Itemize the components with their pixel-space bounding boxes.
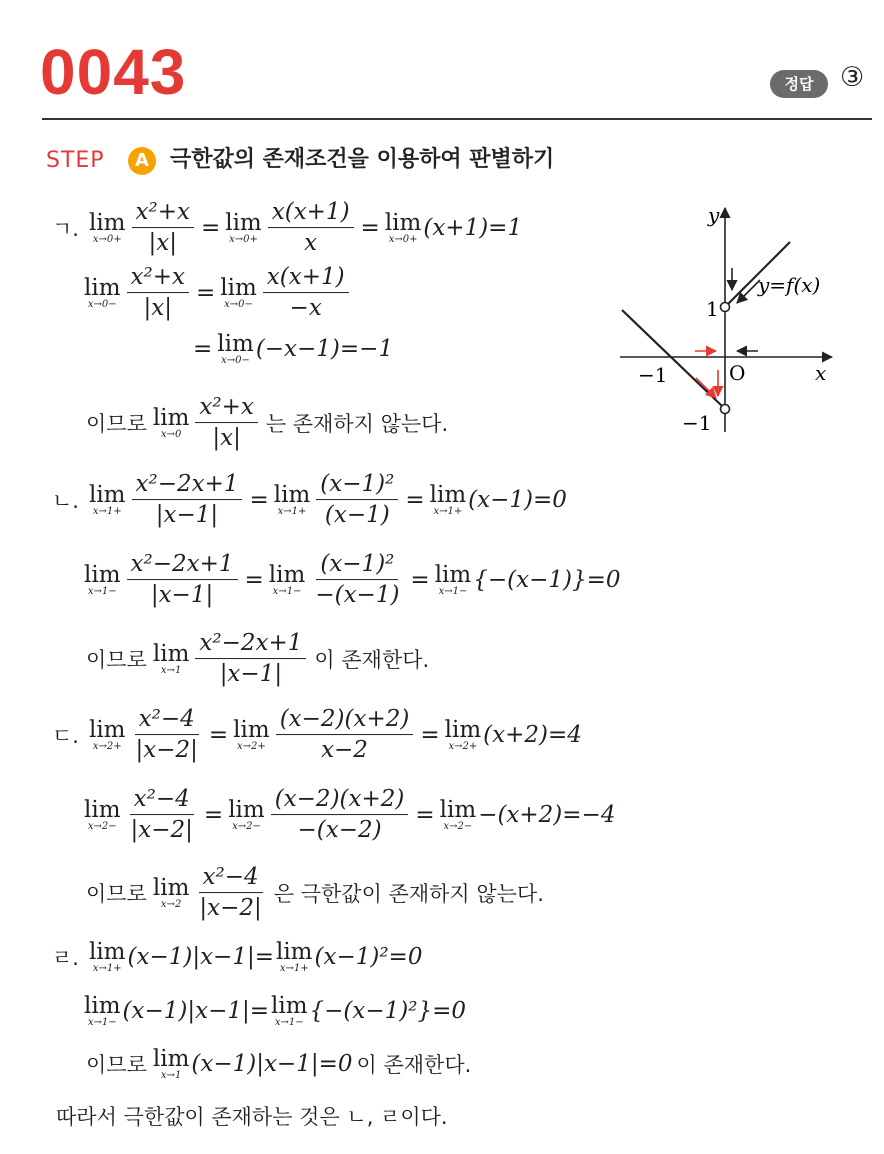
numerator: x²+x [195, 394, 257, 423]
numerator: (x−2)(x+2) [276, 706, 414, 735]
open-point-neg1 [721, 405, 730, 414]
lim-word: lim [220, 274, 257, 301]
numerator: x²−4 [199, 864, 263, 893]
lim-word: lim [228, 796, 265, 823]
lim-subscript: x→2− [443, 821, 473, 833]
limit-operator [220, 276, 257, 310]
solution-line-d3 [82, 864, 548, 922]
lim-subscript: x→0+ [92, 234, 122, 246]
fraction [268, 199, 354, 257]
header-divider [42, 118, 872, 120]
numerator: (x−2)(x+2) [271, 786, 409, 815]
expression: (x−1)=0 [468, 487, 567, 513]
step-label: STEP [46, 148, 105, 173]
solution-line-g1 [52, 199, 522, 257]
denominator: |x| [148, 230, 177, 257]
lim-word: lim [429, 481, 467, 508]
lim-subscript: x→1+ [92, 963, 122, 975]
numerator: (x−1)² [316, 471, 398, 500]
lim-word: lim [434, 561, 472, 588]
solution-line-d2 [82, 786, 615, 844]
fraction [195, 630, 306, 688]
numerator: x²−2x+1 [195, 630, 306, 659]
x-axis-label: x [815, 361, 827, 385]
item-marker: ㄴ. [52, 489, 79, 513]
fraction [276, 706, 414, 764]
fraction [127, 786, 197, 844]
lim-word: lim [84, 561, 121, 588]
expression: (x−1)|x−1|= [127, 943, 274, 970]
numerator: x²−2x+1 [132, 471, 243, 500]
answer-value: ③ [840, 62, 865, 93]
lim-word: lim [444, 716, 482, 743]
solution-line-c1 [52, 1101, 452, 1131]
lim-subscript: x→1+ [92, 506, 122, 518]
lim-subscript: x→2+ [92, 741, 122, 753]
lim-subscript: x→2− [87, 821, 117, 833]
korean-text: 은 극한값이 존재하지 않는다. [273, 882, 544, 906]
lim-subscript: x→1− [438, 586, 468, 598]
function-label: y=f(x) [758, 273, 821, 297]
tick-1: 1 [706, 297, 719, 321]
origin-label: O [729, 361, 746, 385]
lim-word: lim [275, 938, 313, 965]
expression: {−(x−1)²}=0 [309, 997, 467, 1024]
limit-operator [217, 332, 254, 366]
korean-text: 이므로 [86, 648, 147, 672]
lim-word: lim [152, 404, 190, 431]
denominator: −x [289, 295, 322, 322]
lim-subscript: x→0− [221, 355, 250, 367]
lim-word: lim [88, 938, 126, 965]
lim-word: lim [84, 796, 121, 823]
numerator: x²−2x+1 [127, 551, 238, 580]
fraction [271, 786, 409, 844]
numerator: x²−4 [130, 786, 194, 815]
lim-word: lim [84, 274, 121, 301]
korean-text: 이 존재한다. [314, 648, 430, 672]
lim-subscript: x→1− [87, 1017, 117, 1029]
expression: (x−1)|x−1|=0 [191, 1050, 353, 1077]
lim-word: lim [273, 481, 311, 508]
fraction [132, 706, 202, 764]
lim-word: lim [271, 992, 308, 1019]
denominator: x−2 [321, 737, 368, 764]
lim-word: lim [384, 209, 422, 236]
korean-text: 이므로 [86, 412, 147, 436]
tick-neg1-x: −1 [638, 363, 668, 387]
fraction [132, 471, 243, 529]
lim-word: lim [268, 561, 306, 588]
function-graph [610, 200, 850, 440]
left-branch [622, 310, 722, 406]
korean-text: 이므로 [86, 1052, 147, 1077]
denominator: |x−1| [219, 661, 283, 688]
operator: = [415, 802, 435, 828]
lim-subscript: x→1− [274, 1017, 304, 1029]
limit-operator [225, 211, 262, 245]
limit-operator [84, 798, 121, 832]
expression: (−x−1)=−1 [255, 335, 394, 362]
operator: = [195, 280, 216, 306]
limit-operator [228, 798, 265, 832]
solution-line-g4 [82, 394, 452, 452]
denominator: |x−2| [130, 817, 193, 844]
korean-text: 이므로 [86, 882, 147, 906]
numerator: x²+x [132, 199, 194, 228]
numerator: x(x+1) [268, 199, 354, 228]
limit-operator [89, 718, 126, 752]
lim-subscript: x→0− [224, 299, 253, 311]
limit-operator [271, 994, 308, 1028]
limit-operator [89, 940, 126, 974]
korean-text: 는 존재하지 않는다. [265, 412, 449, 436]
lim-subscript: x→1+ [433, 506, 463, 518]
operator: = [200, 215, 221, 241]
denominator: |x| [212, 425, 241, 452]
lim-subscript: x→2+ [448, 741, 478, 753]
lim-word: lim [88, 481, 126, 508]
solution-line-n3 [82, 630, 433, 688]
expression: {−(x−1)}=0 [473, 567, 621, 593]
limit-operator [153, 642, 190, 676]
expression: (x+2)=4 [483, 722, 582, 748]
limit-operator [89, 211, 126, 245]
operator: = [208, 722, 229, 748]
solution-line-g3 [190, 332, 393, 366]
solution-line-n2 [82, 551, 621, 609]
lim-subscript: x→1+ [279, 963, 309, 975]
denominator: |x−1| [150, 582, 214, 609]
lim-subscript: x→0+ [388, 234, 418, 246]
lim-subscript: x→2− [232, 821, 261, 833]
limit-operator [233, 718, 270, 752]
solution-line-g2 [82, 264, 353, 322]
lim-subscript: x→1− [272, 586, 302, 598]
limit-operator [84, 276, 121, 310]
operator: = [420, 722, 440, 748]
lim-subscript: x→2 [160, 899, 182, 911]
denominator: |x−2| [135, 737, 198, 764]
answer-badge: 정답 [770, 70, 828, 98]
lim-word: lim [152, 874, 190, 901]
limit-operator [445, 718, 482, 752]
numerator: x(x+1) [263, 264, 349, 293]
limit-operator [440, 798, 477, 832]
solution-line-r1 [52, 940, 422, 974]
operator: = [193, 335, 213, 362]
lim-word: lim [84, 992, 121, 1019]
fraction [132, 199, 194, 257]
operator: = [360, 215, 380, 241]
limit-operator [89, 483, 126, 517]
limit-operator [430, 483, 467, 517]
lim-word: lim [88, 209, 126, 236]
denominator: x [304, 230, 318, 257]
limit-operator [274, 483, 311, 517]
operator: = [244, 567, 264, 593]
limit-operator [153, 876, 190, 910]
limit-operator [276, 940, 313, 974]
korean-text: 이 존재한다. [356, 1052, 472, 1077]
expression: (x+1)=1 [423, 215, 523, 241]
fraction [195, 864, 265, 922]
lim-word: lim [225, 209, 262, 236]
numerator: x²+x [127, 264, 189, 293]
item-marker: ㄱ. [52, 217, 79, 241]
denominator: −(x−1) [315, 582, 400, 609]
limit-operator [84, 994, 121, 1028]
open-point-1 [721, 303, 730, 312]
limit-operator [435, 563, 472, 597]
fraction [127, 551, 238, 609]
step-badge: A [128, 147, 156, 175]
lim-subscript: x→0+ [229, 234, 258, 246]
lim-subscript: x→0 [160, 429, 182, 441]
lim-subscript: x→1+ [277, 506, 307, 518]
expression: (x−1)²=0 [314, 943, 423, 970]
solution-line-r2 [82, 994, 466, 1028]
item-marker: ㄹ. [52, 945, 79, 970]
denominator: −(x−2) [297, 817, 382, 844]
lim-word: lim [152, 640, 190, 667]
limit-operator [84, 563, 121, 597]
fraction [263, 264, 349, 322]
denominator: |x−1| [155, 502, 219, 529]
expression: −(x+2)=−4 [478, 802, 616, 828]
fraction [195, 394, 257, 452]
operator: = [203, 802, 224, 828]
fraction [311, 551, 403, 609]
lim-subscript: x→2+ [237, 741, 266, 753]
lim-word: lim [88, 716, 126, 743]
y-axis-label: y [708, 203, 720, 227]
lim-word: lim [439, 796, 477, 823]
denominator: (x−1) [324, 502, 390, 529]
operator: = [249, 487, 269, 513]
limit-operator [385, 211, 422, 245]
denominator: |x| [143, 295, 172, 322]
red-diag-arrow [696, 378, 716, 398]
lim-subscript: x→1 [160, 1070, 182, 1082]
fraction [316, 471, 398, 529]
limit-operator [153, 1047, 190, 1081]
solution-line-n1 [52, 471, 567, 529]
lim-word: lim [152, 1045, 190, 1072]
operator: = [410, 567, 430, 593]
numerator: x²−4 [135, 706, 199, 735]
item-marker: ㄷ. [52, 724, 79, 748]
solution-line-r3 [82, 1047, 475, 1081]
step-title: 극한값의 존재조건을 이용하여 판별하기 [170, 147, 555, 172]
operator: = [405, 487, 425, 513]
lim-subscript: x→0− [87, 299, 117, 311]
problem-number: 0043 [40, 36, 187, 108]
lim-subscript: x→1− [87, 586, 117, 598]
tick-neg1-y: −1 [682, 411, 712, 435]
limit-operator [153, 406, 190, 440]
numerator: (x−1)² [316, 551, 398, 580]
lim-word: lim [233, 716, 270, 743]
korean-text: 따라서 극한값이 존재하는 것은 ㄴ, ㄹ이다. [56, 1105, 448, 1129]
fraction [127, 264, 189, 322]
lim-subscript: x→1 [160, 665, 182, 677]
lim-word: lim [217, 330, 254, 357]
solution-line-d1 [52, 706, 582, 764]
limit-operator [269, 563, 306, 597]
denominator: |x−2| [199, 895, 262, 922]
expression: (x−1)|x−1|= [122, 997, 269, 1024]
